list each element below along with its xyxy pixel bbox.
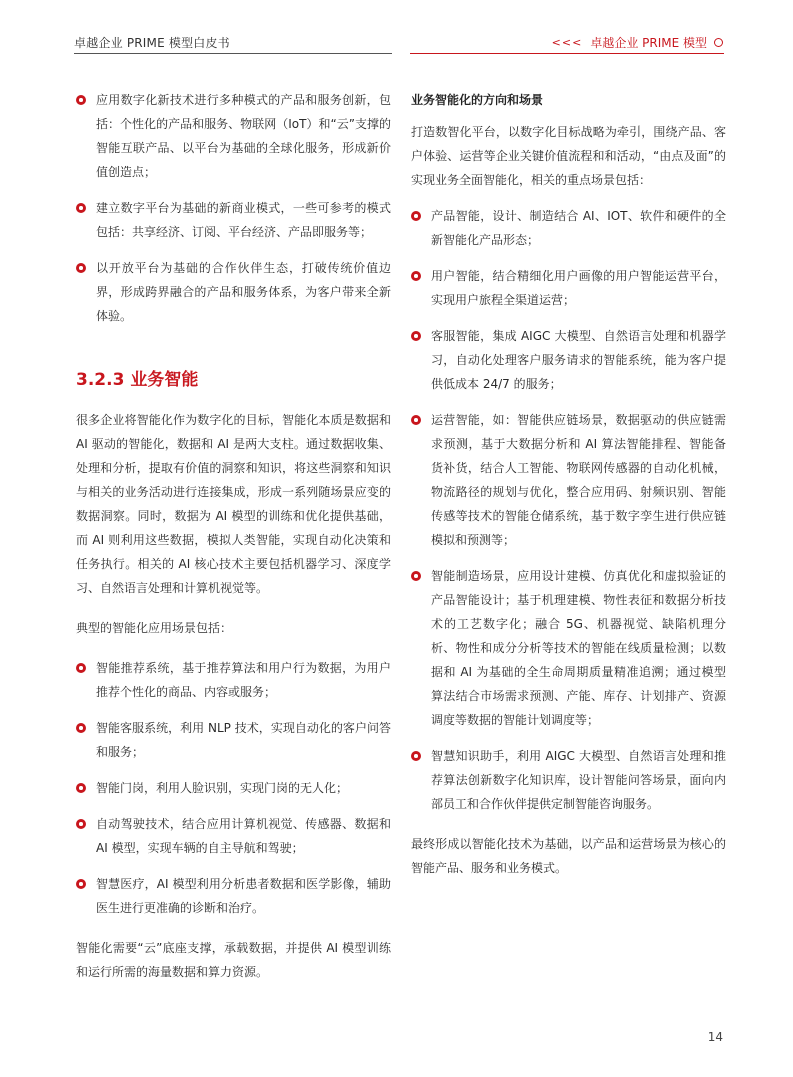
list-item <box>411 204 726 252</box>
circle-icon <box>714 38 723 47</box>
bullet-text: 运营智能，如：智能供应链场景，数据驱动的供应链需求预测，基于大数据分析和 AI 算法智能排程、智能备货补货，结合人工智能、物联网传感器的自动化机械，物流路径的规划与优化，整合应用码、射频识别、智能传感等技术的智能仓储系统，基于数字孪生进行供应链模拟和预测等； <box>431 413 726 547</box>
bullet-icon <box>76 203 86 213</box>
bullet-icon <box>411 751 421 761</box>
bullet-icon <box>76 663 86 673</box>
bullet-icon <box>411 571 421 581</box>
left-column <box>76 88 391 984</box>
bullet-icon <box>411 415 421 425</box>
list-item <box>76 716 391 764</box>
header-right-title: 卓越企业 PRIME 模型 <box>590 36 707 50</box>
bullet-text: 客服智能，集成 AIGC 大模型、自然语言处理和机器学习，自动化处理客户服务请求的智能系统，能为客户提供低成本 24/7 的服务； <box>431 329 726 391</box>
body-paragraph: 最终形成以智能化技术为基础，以产品和运营场景为核心的智能产品、服务和业务模式。 <box>411 837 726 875</box>
bullet-text: 自动驾驶技术，结合应用计算机视觉、传感器、数据和 AI 模型，实现车辆的自主导航和驾驶； <box>96 817 391 855</box>
bullet-icon <box>76 819 86 829</box>
bullet-icon <box>76 263 86 273</box>
header-divider-left <box>74 53 392 54</box>
bullet-icon <box>76 879 86 889</box>
list-item <box>411 324 726 396</box>
header-title: 卓越企业 PRIME 模型白皮书 <box>74 36 230 50</box>
header-divider-right <box>410 53 724 54</box>
body-paragraph: 很多企业将智能化作为数字化的目标，智能化本质是数据和AI 驱动的智能化，数据和 AI 是两大支柱。通过数据收集、处理和分析，提取有价值的洞察和知识，将这些洞察和知识与相关的业务活动进行连接集成，形成一系列随场景应变的数据洞察。同时，数据为 AI 模型的训练和优化提供基础，而 AI 则利用这些数据，模拟人类智能，实现自动化决策和任务执行。相关的 AI 核心技术主要包括机器学习、深度学习、自然语言处理和计算机视觉等。 <box>76 413 391 595</box>
body-paragraph: 打造数智化平台，以数字化目标战略为牵引，围绕产品、客户体验、运营等企业关键价值流程和和活动，“由点及面”的实现业务全面智能化，相关的重点场景包括： <box>411 125 726 187</box>
list-item <box>411 408 726 552</box>
chevrons-icon: <<< <box>551 36 583 49</box>
section-title: 3.2.3 业务智能 <box>76 370 199 390</box>
bullet-icon <box>411 211 421 221</box>
bullet-icon <box>411 331 421 341</box>
bullet-icon <box>76 95 86 105</box>
bullet-text: 以开放平台为基础的合作伙伴生态，打破传统价值边界，形成跨界融合的产品和服务体系，为客户带来全新体验。 <box>96 261 391 323</box>
header-right <box>552 34 723 51</box>
bullet-text: 产品智能，设计、制造结合 AI、IOT、软件和硬件的全新智能化产品形态； <box>431 209 726 247</box>
bullet-text: 智能门岗，利用人脸识别，实现门岗的无人化； <box>96 781 349 795</box>
bullet-text: 智能推荐系统，基于推荐算法和用户行为数据，为用户推荐个性化的商品、内容或服务； <box>96 661 391 699</box>
list-item <box>76 256 391 328</box>
bullet-text: 智慧医疗，AI 模型利用分析患者数据和医学影像，辅助医生进行更准确的诊断和治疗。 <box>96 877 391 915</box>
bullet-text: 用户智能，结合精细化用户画像的用户智能运营平台，实现用户旅程全渠道运营； <box>431 269 726 307</box>
bullet-text: 建立数字平台为基础的新商业模式，一些可参考的模式包括：共享经济、订阅、平台经济、产品即服务等； <box>96 201 391 239</box>
bullet-text: 智能客服系统，利用 NLP 技术，实现自动化的客户问答和服务； <box>96 721 391 759</box>
bullet-text: 应用数字化新技术进行多种模式的产品和服务创新，包括：个性化的产品和服务、物联网（IoT）和“云”支撑的智能互联产品、以平台为基础的全球化服务，形成新价值创造点； <box>96 93 391 179</box>
right-column <box>411 88 726 880</box>
bullet-text: 智慧知识助手，利用 AIGC 大模型、自然语言处理和推荐算法创新数字化知识库，设计智能问答场景，面向内部员工和合作伙伴提供定制智能咨询服务。 <box>431 749 726 811</box>
bullet-text: 智能制造场景，应用设计建模、仿真优化和虚拟验证的产品智能设计；基于机理建模、物性表征和数据分析技术的工艺数字化；融合 5G、机器视觉、缺陷机理分析、物性和成分分析等技术的智能在线质量检测；以数据和 AI 为基础的全生命周期质量精准追溯；通过模型算法结合市场需求预测、产能、库存、计划排产、资源调度等数据的智能计划调度等； <box>431 569 726 727</box>
page-number: 14 <box>707 1030 723 1044</box>
list-item <box>411 264 726 312</box>
list-item <box>411 744 726 816</box>
list-item <box>76 812 391 860</box>
list-item <box>76 88 391 184</box>
sub-heading: 业务智能化的方向和场景 <box>411 93 544 107</box>
list-item <box>76 656 391 704</box>
list-item <box>76 872 391 920</box>
list-item <box>411 564 726 732</box>
bullet-icon <box>76 723 86 733</box>
list-item <box>76 776 391 800</box>
bullet-icon <box>411 271 421 281</box>
body-paragraph: 智能化需要“云”底座支撑，承载数据，并提供 AI 模型训练和运行所需的海量数据和算力资源。 <box>76 941 391 979</box>
body-paragraph: 典型的智能化应用场景包括： <box>76 621 233 635</box>
list-item <box>76 196 391 244</box>
bullet-icon <box>76 783 86 793</box>
